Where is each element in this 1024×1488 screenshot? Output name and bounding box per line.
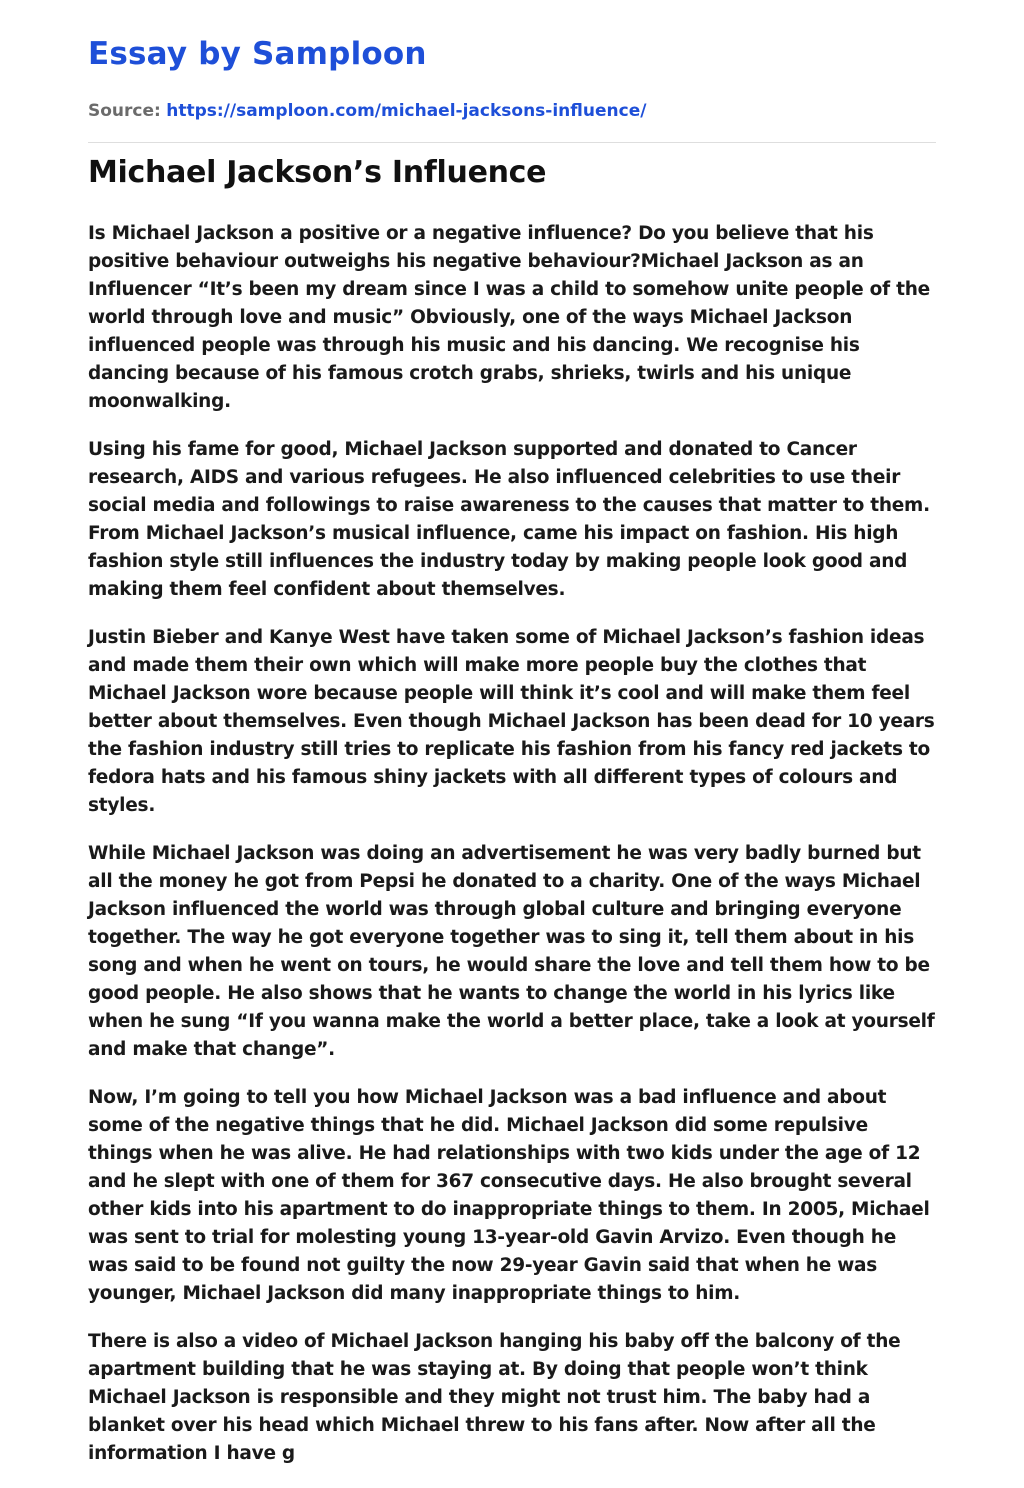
- essay-paragraph: Is Michael Jackson a positive or a negative influence? Do you believe that his positive behaviour outweighs his negative behaviour?Michael Jackson as an Influencer “It’s been my dream since I was a child to somehow unite people of the world through love and music” Obviously, one of the ways Michael Jackson influenced people was through his music and his dancing. We recognise his dancing because of his famous crotch grabs, shrieks, twirls and his unique moonwalking.: [88, 223, 930, 412]
- essay-paragraph: Now, I’m going to tell you how Michael Jackson was a bad influence and about some of the negative things that he did. Michael Jackson did some repulsive things when he was alive. He had relationships with two kids under the age of 12 and he slept with one of them for 367 consecutive days. He also brought several other kids into his apartment to do inappropriate things to them. In 2005, Michael was sent to trial for molesting young 13-year-old Gavin Arvizo. Even though he was said to be found not guilty the now 29-year Gavin said that when he was younger, Michael Jackson did many inappropriate things to him.: [88, 1087, 930, 1304]
- essay-paragraph: Using his fame for good, Michael Jackson supported and donated to Cancer research, AIDS and various refugees. He also influenced celebrities to use their social media and followings to raise awareness to the causes that matter to them. From Michael Jackson’s musical influence, came his impact on fashion. His high fashion style still influences the industry today by making people look good and making them feel confident about themselves.: [88, 439, 930, 600]
- source-label: Source:: [88, 101, 161, 121]
- brand-title: Essay by Samploon: [88, 36, 427, 72]
- essay-paragraph: There is also a video of Michael Jackson hanging his baby off the balcony of the apartment building that he was staying at. By doing that people won’t think Michael Jackson is responsible and they might not trust him. The baby had a blanket over his head which Michael threw to his fans after. Now after all the information I have g: [88, 1331, 901, 1464]
- essay-body: [88, 220, 936, 1488]
- essay-paragraph: While Michael Jackson was doing an advertisement he was very badly burned but all the money he got from Pepsi he donated to a charity. One of the ways Michael Jackson influenced the world was through global culture and bringing everyone together. The way he got everyone together was to sing it, tell them about in his song and when he went on tours, he would share the love and tell them how to be good people. He also shows that he wants to change the world in his lyrics like when he sung “If you wanna make the world a better place, take a look at yourself and make that change”.: [88, 843, 935, 1060]
- essay-paragraph: Justin Bieber and Kanye West have taken some of Michael Jackson’s fashion ideas and made them their own which will make more people buy the clothes that Michael Jackson wore because people will think it’s cool and will make them feel better about themselves. Even though Michael Jackson has been dead for 10 years the fashion industry still tries to replicate his fashion from his fancy red jackets to fedora hats and his famous shiny jackets with all different types of colours and styles.: [88, 627, 935, 816]
- source-line: [88, 101, 646, 121]
- header-divider: [88, 142, 936, 143]
- source-link[interactable]: https://samploon.com/michael-jacksons-influence/: [166, 101, 647, 121]
- essay-title: Michael Jackson’s Influence: [88, 155, 547, 190]
